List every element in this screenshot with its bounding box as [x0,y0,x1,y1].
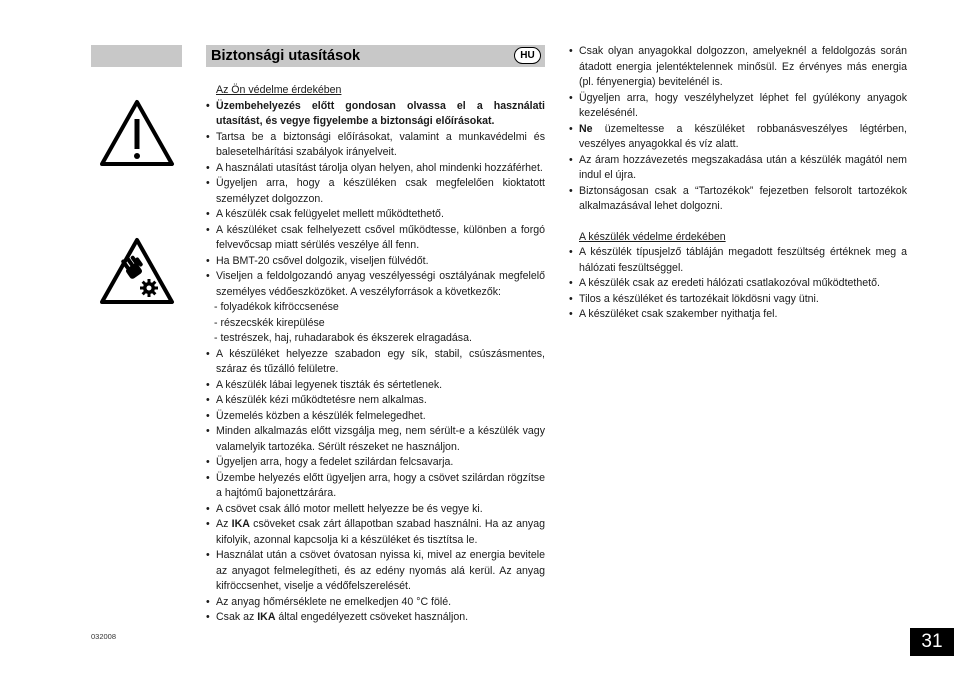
list-item-explosive: • Ne üzemeltesse a készüléket robbanásveszélyes légtérben, veszélyes anyagokkal és víz alatt. [569,122,907,153]
brand-ika: IKA [257,611,276,623]
list-item: • Üzembe helyezés előtt ügyeljen arra, hogy a csövet szilárdan rögzítse a hajtómű bajonettzárára. [206,471,545,502]
section-header [206,45,545,67]
hand-injury-warning-icon [99,237,175,305]
list-item-ika-approved-tubes: • Csak az IKA által engedélyezett csöveket használjon. [206,610,545,626]
list-item: • A készüléket helyezze szabadon egy sík, stabil, csúszásmentes, száraz és tűzálló felületre. [206,347,545,378]
subtitle-personal-protection: Az Ön védelme érdekében [216,84,342,96]
left-margin-bar [91,45,182,67]
hazard-item: - részecskék kirepülése [214,316,325,329]
list-item-ika-closed-tubes: • Az IKA csöveket csak zárt állapotban szabad használni. Ha az anyag kifolyik, azonnal kapcsolja ki a készüléket és tisztítsa le. [206,517,545,548]
list-item: • Viseljen a feldolgozandó anyag veszélyességi osztályának megfelelő személyes védőeszközöket. A veszélyforrások a következők: [206,269,545,300]
list-item: • Ha BMT-20 csővel dolgozik, viseljen fülvédőt. [206,254,545,270]
section-title: Biztonsági utasítások [211,48,361,64]
list-item: • A készüléket csak felhelyezett csővel működtesse, különben a forgó felvevőcsap miatt sérülés veszélye áll fenn. [206,223,545,254]
hazard-item: - testrészek, haj, ruhadarabok és ékszerek elragadása. [214,332,472,344]
list-item: • Az anyag hőmérséklete ne emelkedjen 40 °C fölé. [206,595,545,611]
list-item: • A készüléket csak szakember nyithatja fel. [569,307,907,323]
left-column [206,83,545,626]
list-item: • A készülék csak az eredeti hálózati csatlakozóval működtethető. [569,276,907,292]
right-column [569,44,907,323]
list-item: • Üzembehelyezés előtt gondosan olvassa el a használati utasítást, és vegye figyelembe a biztonsági előírásokat. [206,99,545,130]
list-item: • Az áram hozzávezetés megszakadása után a készülék magától nem indul el újra. [569,153,907,184]
list-item: • Biztonságosan csak a “Tartozékok” fejezetben felsorolt tartozékok alkalmazásával lehet dolgozni. [569,184,907,215]
list-item: • A készülék csak felügyelet mellett működtethető. [206,207,545,223]
list-item: • A készülék lábai legyenek tiszták és sértetlenek. [206,378,545,394]
list-item: • Ügyeljen arra, hogy a fedelet szilárdan felcsavarja. [206,455,545,471]
warning-triangle-icon [99,99,175,167]
list-item: • A készülék kézi működtetésre nem alkalmas. [206,393,545,409]
document-code: 032008 [91,632,117,641]
hazard-item: - folyadékok kifröccsenése [214,301,339,313]
list-item: • A készülék típusjelző tábláján megadott feszültség értéknek meg a hálózati feszültséggel. [569,245,907,276]
subtitle-device-protection: A készülék védelme érdekében [579,230,726,243]
list-item: • A használati utasítást tárolja olyan helyen, ahol mindenki hozzáférhet. [206,161,545,177]
list-item: • Tilos a készüléket és tartozékait lökdösni vagy ütni. [569,292,907,308]
language-badge: HU [514,47,541,64]
list-item: • A csövet csak álló motor mellett helyezze be és vegye ki. [206,502,545,518]
brand-ika: IKA [231,518,250,530]
page-number: 31 [910,628,954,656]
list-item: • Használat után a csövet óvatosan nyissa ki, mivel az energia bevitele az anyagot felmelegítheti, és az edény nyomás alá kerül. Az anyag kifröccsenhet, viselje a védőfelszerelését. [206,548,545,595]
list-item: • Üzemelés közben a készülék felmelegedhet. [206,409,545,425]
list-item: • Csak olyan anyagokkal dolgozzon, amelyeknél a feldolgozás során átadott energia jelentéktelennek minősül. Ez érvényes más energia (pl. fényenergia) bevitelénél is. [569,44,907,91]
list-item: • Minden alkalmazás előtt vizsgálja meg, nem sérült-e a készülék vagy valamelyik tartozéka. Sérült részeket ne használjon. [206,424,545,455]
list-item: • Ügyeljen arra, hogy a készüléken csak megfelelően kioktatott személyzet dolgozzon. [206,176,545,207]
list-item: • Tartsa be a biztonsági előírásokat, valamint a munkavédelmi és balesetelhárítási szabályok irányelveit. [206,130,545,161]
list-item: • Ügyeljen arra, hogy veszélyhelyzet léphet fel gyúlékony anyagok kezelésénél. [569,91,907,122]
